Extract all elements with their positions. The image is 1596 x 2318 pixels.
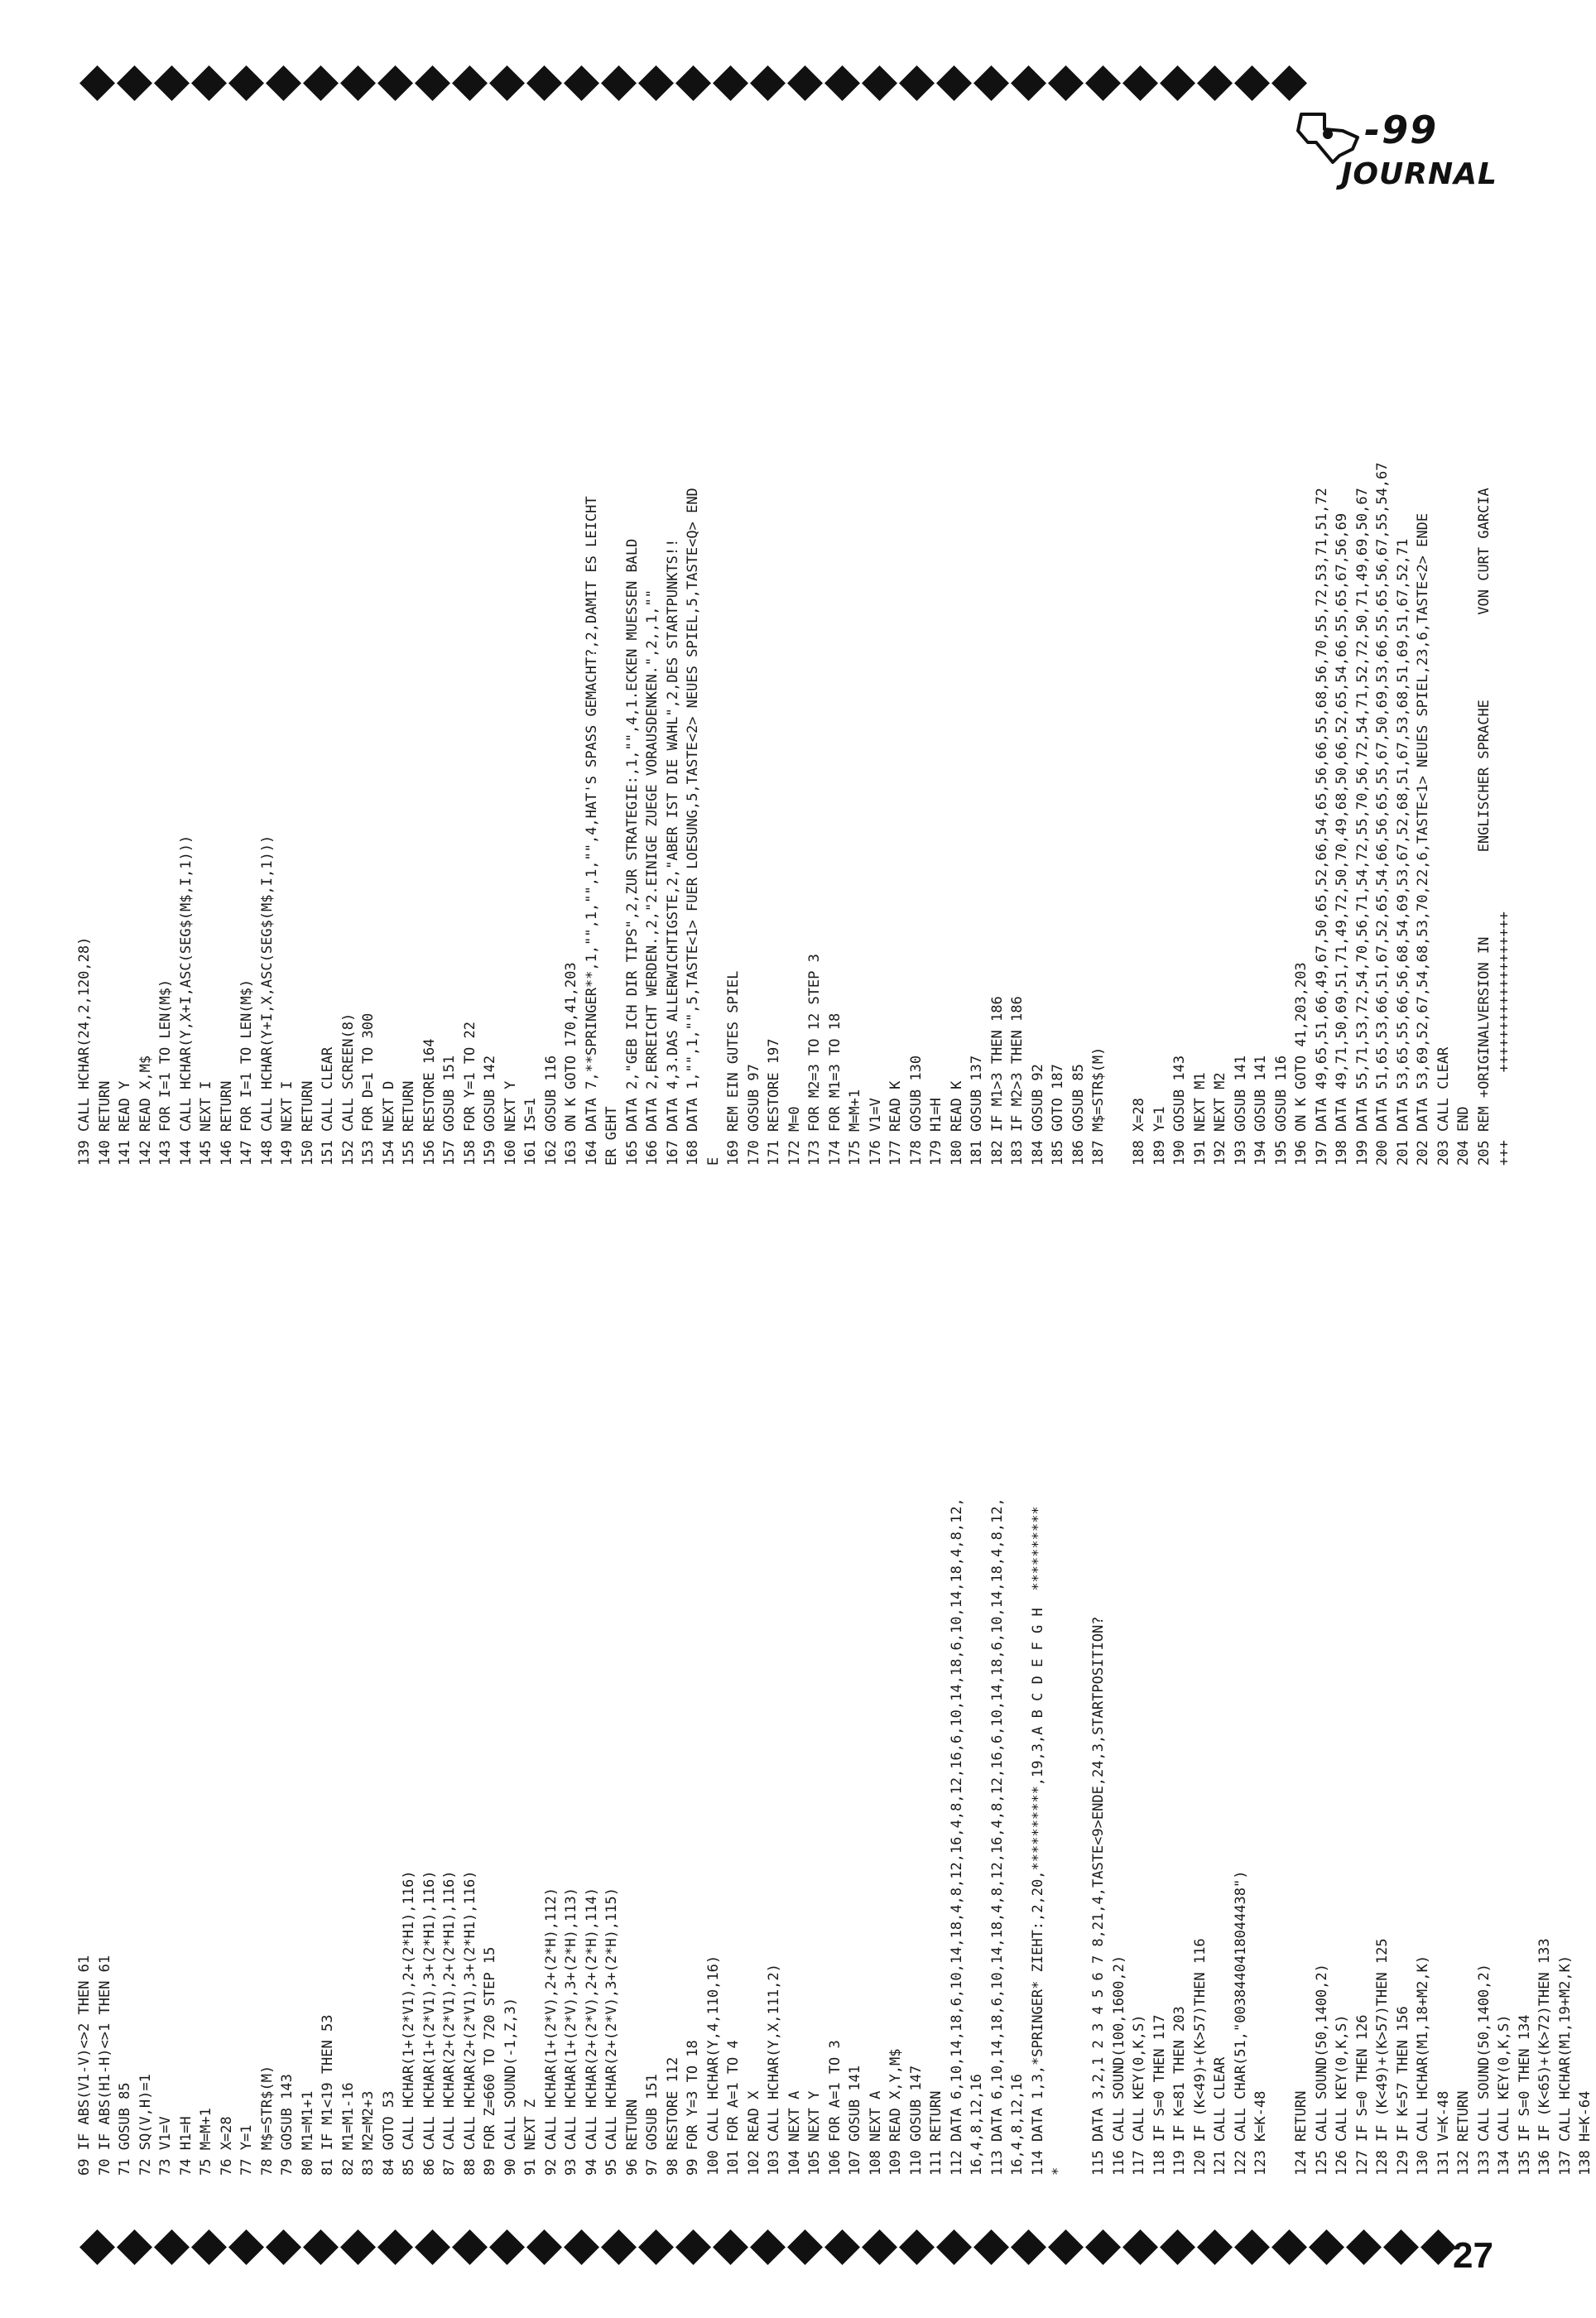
code-line: 75 M=M+1 [198, 2108, 214, 2176]
diamond-ornament [452, 2229, 488, 2265]
code-line: 84 GOTO 53 [380, 2090, 397, 2176]
diamond-pattern [79, 65, 1308, 102]
code-line: 103 CALL HCHAR(Y,X,111,2) [766, 1964, 782, 2176]
diamond-ornament [1272, 2229, 1307, 2265]
code-line: 110 GOSUB 147 [907, 2065, 925, 2176]
code-line: 143 FOR I=1 TO LEN(M$) [157, 979, 174, 1166]
diamond-ornament [1048, 65, 1084, 101]
diamond-ornament [936, 2229, 972, 2265]
diamond-ornament [1160, 65, 1195, 101]
code-line: 76 X=28 [218, 2116, 235, 2176]
diamond-pattern [79, 2229, 1457, 2266]
code-line: 163 ON K GOTO 170,41,203 [563, 962, 579, 1166]
code-line: 144 CALL HCHAR(Y,X+I,ASC(SEG$(M$,I,1))) [177, 834, 195, 1166]
diamond-ornament [1085, 2229, 1121, 2265]
diamond-ornament [1197, 2229, 1233, 2265]
texas-map-logo-icon [1291, 106, 1366, 164]
code-line: 72 SQ(V,H)=1 [137, 2074, 154, 2176]
code-line: 92 CALL HCHAR(1+(2*V),2+(2*H),112) [542, 1888, 560, 2176]
code-line: 168 DATA 1,"",1,"",5,TASTE<1> FUER LOESUNG,5,TASTE<2> NEUES SPIEL,5,TASTE<Q> END [685, 488, 701, 1166]
code-line: 100 CALL HCHAR(Y,4,110,16) [704, 1955, 722, 2176]
code-line: 173 FOR M2=3 TO 12 STEP 3 [806, 954, 823, 1166]
code-line: 177 READ K [887, 1080, 904, 1166]
diamond-ornament [564, 65, 599, 101]
code-line: 108 NEXT A [867, 2090, 884, 2176]
code-line: 189 Y=1 [1151, 1106, 1168, 1166]
code-line: 174 FOR M1=3 TO 18 [826, 1012, 844, 1166]
code-line: 166 DATA 2,ERREICHT WERDEN.,2,"2.EINIGE ZUEGE VORAUSDENKEN.",2,,1,"" [644, 589, 661, 1166]
code-line: 181 GOSUB 137 [969, 1055, 985, 1166]
code-line: 121 CALL CLEAR [1212, 2056, 1228, 2176]
code-line: 88 CALL HCHAR(2+(2*V1),3+(2*H1),116) [461, 1870, 478, 2176]
diamond-ornament [564, 2229, 599, 2265]
diamond-ornament [1085, 65, 1121, 101]
code-line: 95 CALL HCHAR(2+(2*V),3+(2*H),115) [603, 1888, 620, 2176]
code-line: 134 CALL KEY(0,K,S) [1496, 2014, 1512, 2176]
code-line: 99 FOR Y=3 TO 18 [685, 2040, 701, 2176]
code-line: 90 CALL SOUND(-1,Z,3) [502, 1998, 519, 2176]
code-line: 194 GOSUB 141 [1252, 1055, 1269, 1166]
diamond-ornament [824, 65, 860, 101]
code-line: 114 DATA 1,3,*SPRINGER* ZIEHT:,2,20,**********,19,3,A B C D E F G H ********** [1029, 1506, 1046, 2176]
code-line: 16,4,8,12,16 [969, 2074, 985, 2176]
diamond-ornament [489, 65, 525, 101]
diamond-ornament [1234, 2229, 1270, 2265]
code-line: 203 CALL CLEAR [1435, 1046, 1452, 1166]
code-line: 154 NEXT D [380, 1080, 397, 1166]
code-line: 77 Y=1 [238, 2124, 255, 2176]
code-line: 140 RETURN [96, 1080, 113, 1166]
diamond-ornament [713, 2229, 748, 2265]
code-line [1272, 1498, 1292, 2176]
diamond-ornament [862, 65, 897, 101]
diamond-ornament [638, 65, 674, 101]
diamond-ornament [526, 2229, 562, 2265]
code-line: 86 CALL HCHAR(1+(2*V1),3+(2*H1),116) [421, 1870, 438, 2176]
diamond-ornament [1421, 2229, 1456, 2265]
code-line: 187 M$=STR$(M) [1090, 1046, 1107, 1166]
code-line: 113 DATA 6,10,14,18,6,10,14,18,4,8,12,16,4,8,12,16,6,10,14,18,6,10,14,18,4,8,12, [988, 1498, 1006, 2176]
diamond-ornament [899, 2229, 935, 2265]
diamond-ornament [1346, 2229, 1382, 2265]
code-line: 120 IF (K<49)+(K>57)THEN 116 [1191, 1938, 1209, 2176]
code-line: 190 GOSUB 143 [1171, 1055, 1188, 1166]
code-line: 78 M$=STR$(M) [258, 2065, 276, 2176]
code-line: 201 DATA 53,65,55,66,56,68,54,69,53,67,52,68,51,67,53,68,51,69,51,67,52,71 [1394, 538, 1411, 1166]
code-line: 118 IF S=0 THEN 117 [1151, 2014, 1168, 2176]
code-line: 146 RETURN [218, 1080, 235, 1166]
diamond-ornament [675, 65, 711, 101]
code-line: 141 READ Y [117, 1080, 133, 1166]
code-line: 93 CALL HCHAR(1+(2*V),3+(2*H),113) [563, 1888, 579, 2176]
diamond-ornament [1011, 65, 1046, 101]
code-line: 131 V=K-48 [1435, 2090, 1452, 2176]
code-line: 159 GOSUB 142 [482, 1055, 498, 1166]
code-line: 130 CALL HCHAR(M1,18+M2,K) [1415, 1955, 1431, 2176]
code-line: 153 FOR D=1 TO 300 [360, 1012, 377, 1166]
diamond-ornament [638, 2229, 674, 2265]
diamond-ornament [79, 2229, 115, 2265]
diamond-ornament [415, 2229, 450, 2265]
code-line: 192 NEXT M2 [1212, 1072, 1228, 1166]
code-line: 186 GOSUB 85 [1070, 1064, 1087, 1166]
code-line: 81 IF M1<19 THEN 53 [320, 2014, 336, 2176]
code-line: 127 IF S=0 THEN 126 [1353, 2014, 1371, 2176]
diamond-ornament [266, 65, 301, 101]
diamond-ornament [452, 65, 488, 101]
code-line: 198 DATA 49,71,50,69,51,71,49,72,50,70,49,68,50,66,52,65,54,66,55,65,67,56,69 [1334, 512, 1350, 1166]
diamond-ornament [1048, 2229, 1084, 2265]
code-line: 129 IF K=57 THEN 156 [1394, 2006, 1411, 2176]
code-line: 106 FOR A=1 TO 3 [826, 2040, 844, 2176]
code-line: 87 CALL HCHAR(2+(2*V1),2+(2*H1),116) [441, 1870, 458, 2176]
diamond-ornament [191, 65, 227, 101]
code-line: 205 REM +ORIGINALVERSION IN ENGLISCHER SPRACHE VON CURT GARCIA [1475, 488, 1493, 1166]
code-line: 150 RETURN [299, 1080, 316, 1166]
diamond-ornament [1160, 2229, 1195, 2265]
code-line: 98 RESTORE 112 [664, 2056, 681, 2176]
code-line: 123 K=K-48 [1252, 2090, 1269, 2176]
code-line: 16,4,8,12,16 [1009, 2074, 1026, 2176]
code-line: 196 ON K GOTO 41,203,203 [1293, 962, 1310, 1166]
diamond-ornament [266, 2229, 301, 2265]
code-line: 89 FOR Z=660 TO 720 STEP 15 [482, 1946, 498, 2176]
code-line: +++ +++++++++++++++++++ [1496, 911, 1512, 1166]
diamond-ornament [824, 2229, 860, 2265]
diamond-ornament [1011, 2229, 1046, 2265]
code-line: 70 IF ABS(H1-H)<>1 THEN 61 [96, 1955, 113, 2176]
code-line: 158 FOR Y=1 TO 22 [461, 1022, 478, 1166]
code-line: 116 CALL SOUND(100,1600,2) [1110, 1955, 1127, 2176]
diamond-ornament [750, 65, 786, 101]
diamond-ornament [303, 65, 339, 101]
code-line: 202 DATA 53,69,52,67,54,68,53,70,22,6,TASTE<1> NEUES SPIEL,23,6,TASTE<2> ENDE [1415, 512, 1431, 1166]
code-line: 104 NEXT A [786, 2090, 803, 2176]
code-line: 145 NEXT I [198, 1080, 214, 1166]
diamond-ornament [601, 65, 637, 101]
diamond-ornament [750, 2229, 786, 2265]
journal-logo [1291, 106, 1507, 205]
code-line: 82 M1=M1-16 [339, 2082, 357, 2176]
diamond-ornament [415, 65, 450, 101]
code-line: 156 RESTORE 164 [421, 1038, 438, 1166]
code-line: 148 CALL HCHAR(Y+I,X,ASC(SEG$(M$,I,1))) [258, 834, 276, 1166]
code-line: 160 NEXT Y [502, 1080, 519, 1166]
code-line: 170 GOSUB 97 [745, 1064, 762, 1166]
code-line: * [1050, 2167, 1066, 2176]
diamond-ornament [303, 2229, 339, 2265]
code-line: 133 CALL SOUND(50,1400,2) [1475, 1964, 1493, 2176]
code-line: 151 CALL CLEAR [320, 1046, 336, 1166]
code-line: 135 IF S=0 THEN 134 [1516, 2014, 1533, 2176]
code-line: 167 DATA 4,3.DAS ALLERWICHTIGSTE,2,"ABER IST DIE WAHL",2,DES STARTPUNKTS!! [664, 538, 681, 1166]
code-line: 195 GOSUB 116 [1272, 1055, 1290, 1166]
code-line: ER GEHT [603, 1106, 620, 1166]
diamond-ornament [79, 65, 115, 101]
diamond-ornament [1197, 65, 1233, 101]
diamond-ornament [899, 65, 935, 101]
code-line: 85 CALL HCHAR(1+(2*V1),2+(2*H1),116) [401, 1870, 417, 2176]
logo-title: JOURNAL [1341, 157, 1497, 191]
basic-listing [75, 214, 1594, 2176]
code-line: 184 GOSUB 92 [1029, 1064, 1046, 1166]
code-line: 169 REM EIN GUTES SPIEL [725, 970, 742, 1166]
diamond-ornament [117, 2229, 152, 2265]
diamond-ornament [973, 65, 1009, 101]
diamond-ornament [1309, 2229, 1344, 2265]
code-line: 94 CALL HCHAR(2+(2*V),2+(2*H),114) [583, 1888, 600, 2176]
code-line: 102 READ X [745, 2090, 762, 2176]
code-line: 172 M=0 [786, 1106, 803, 1166]
code-line: 178 GOSUB 130 [907, 1055, 925, 1166]
code-line: 96 RETURN [623, 2099, 641, 2176]
code-line: 139 CALL HCHAR(24,2,120,28) [76, 936, 93, 1166]
code-line: 165 DATA 2,"GEB ICH DIR TIPS",2,ZUR STRATEGIE:,1,"",4,1.ECKEN MUESSEN BALD [623, 538, 641, 1166]
code-line: 161 IS=1 [522, 1098, 539, 1166]
code-line [1069, 1498, 1089, 2176]
code-line: 115 DATA 3,2,1 2 3 4 5 6 7 8,21,4,TASTE<9>ENDE,24,3,STARTPOSITION? [1090, 1616, 1107, 2176]
page-number: 27 [1453, 2235, 1493, 2276]
code-line: 107 GOSUB 141 [847, 2065, 863, 2176]
code-line: 112 DATA 6,10,14,18,6,10,14,18,4,8,12,16,4,8,12,16,6,10,14,18,6,10,14,18,4,8,12, [948, 1498, 965, 2176]
code-line: 199 DATA 55,71,53,72,54,70,56,71,54,72,55,70,56,72,54,71,52,72,50,71,49,69,50,67 [1353, 488, 1371, 1166]
diamond-ornament [526, 65, 562, 101]
code-line: 183 IF M2>3 THEN 186 [1009, 996, 1026, 1166]
diamond-ornament [1122, 2229, 1158, 2265]
code-line: 79 GOSUB 143 [279, 2074, 296, 2176]
diamond-ornament [787, 65, 823, 101]
code-line: 125 CALL SOUND(50,1400,2) [1313, 1964, 1330, 2176]
diamond-ornament [601, 2229, 637, 2265]
code-line: 176 V1=V [867, 1098, 884, 1166]
diamond-ornament [154, 65, 190, 101]
diamond-ornament [191, 2229, 227, 2265]
code-line: 162 GOSUB 116 [542, 1055, 560, 1166]
listing-column-left [75, 1498, 1596, 2176]
code-line: 191 NEXT M1 [1191, 1072, 1209, 1166]
diamond-ornament [936, 65, 972, 101]
diamond-ornament [340, 65, 376, 101]
code-line: 74 H1=H [177, 2116, 195, 2176]
code-line: 80 M1=M1+1 [299, 2090, 316, 2176]
code-line: 111 RETURN [928, 2090, 945, 2176]
code-line: 147 FOR I=1 TO LEN(M$) [238, 979, 255, 1166]
code-line: 83 M2=M2+3 [360, 2090, 377, 2176]
code-line: 155 RETURN [401, 1080, 417, 1166]
diamond-ornament [117, 65, 152, 101]
code-line: 101 FOR A=1 TO 4 [725, 2040, 742, 2176]
code-line: 185 GOTO 187 [1050, 1064, 1066, 1166]
diamond-ornament [675, 2229, 711, 2265]
code-line: 126 CALL KEY(0,K,S) [1334, 2014, 1350, 2176]
code-line: 152 CALL SCREEN(8) [339, 1012, 357, 1166]
code-line: 182 IF M1>3 THEN 186 [988, 996, 1006, 1166]
bottom-diamond-border [79, 2229, 1478, 2278]
code-line: 73 V1=V [157, 2116, 174, 2176]
diamond-ornament [154, 2229, 190, 2265]
code-line: 105 NEXT Y [806, 2090, 823, 2176]
code-line: 197 DATA 49,65,51,66,49,67,50,65,52,66,54,65,56,66,55,68,56,70,55,72,53,71,51,72 [1313, 488, 1330, 1166]
diamond-ornament [973, 2229, 1009, 2265]
code-line: 175 M=M+1 [847, 1089, 863, 1166]
code-line: 109 READ X,Y,M$ [887, 2048, 904, 2176]
code-line: 200 DATA 51,65,53,66,51,67,52,65,54,66,56,65,55,67,50,69,53,66,55,65,56,67,55,54,67 [1374, 462, 1391, 1166]
code-line: 117 CALL KEY(0,K,S) [1131, 2014, 1147, 2176]
top-diamond-border [79, 65, 1320, 114]
code-line: 137 CALL HCHAR(M1,19+M2,K) [1556, 1955, 1574, 2176]
diamond-ornament [1272, 65, 1307, 101]
diamond-ornament [228, 2229, 264, 2265]
code-line: 122 CALL CHAR(51,"0038440418044438") [1232, 1870, 1249, 2176]
listing-column-right [75, 463, 1515, 1166]
code-line: 204 END [1455, 1106, 1472, 1166]
diamond-ornament [1234, 65, 1270, 101]
code-line: 157 GOSUB 151 [441, 1055, 458, 1166]
code-line: 97 GOSUB 151 [644, 2074, 661, 2176]
code-line: E [704, 1157, 722, 1166]
diamond-ornament [1383, 2229, 1419, 2265]
diamond-ornament [489, 2229, 525, 2265]
diamond-ornament [228, 65, 264, 101]
diamond-ornament [377, 65, 413, 101]
diamond-ornament [377, 2229, 413, 2265]
code-line: 119 IF K=81 THEN 203 [1171, 2006, 1188, 2176]
code-line: 188 X=28 [1131, 1098, 1147, 1166]
diamond-ornament [1122, 65, 1158, 101]
code-line: 164 DATA 7,**SPRINGER**,1,"",1,"",1,"",4,HAT'S SPASS GEMACHT?,2,DAMIT ES LEICHT [583, 496, 600, 1166]
code-line: 132 RETURN [1455, 2090, 1472, 2176]
code-line: 138 H=K-64 [1577, 2090, 1594, 2176]
code-line: 149 NEXT I [279, 1080, 296, 1166]
code-line: 124 RETURN [1293, 2090, 1310, 2176]
code-line: 179 H1=H [928, 1098, 945, 1166]
code-line: 136 IF (K<65)+(K>72)THEN 133 [1536, 1938, 1553, 2176]
code-line: 91 NEXT Z [522, 2099, 539, 2176]
code-line: 171 RESTORE 197 [766, 1038, 782, 1166]
diamond-ornament [787, 2229, 823, 2265]
diamond-ornament [340, 2229, 376, 2265]
code-line: 193 GOSUB 141 [1232, 1055, 1249, 1166]
code-line: 71 GOSUB 85 [117, 2082, 133, 2176]
code-line: 142 READ X,M$ [137, 1055, 154, 1166]
logo-number: -99 [1364, 108, 1439, 152]
code-line [1109, 463, 1130, 1166]
diamond-ornament [862, 2229, 897, 2265]
diamond-ornament [713, 65, 748, 101]
code-line: 128 IF (K<49)+(K>57)THEN 125 [1374, 1938, 1391, 2176]
code-line: 69 IF ABS(V1-V)<>2 THEN 61 [76, 1955, 93, 2176]
code-line: 180 READ K [948, 1080, 965, 1166]
